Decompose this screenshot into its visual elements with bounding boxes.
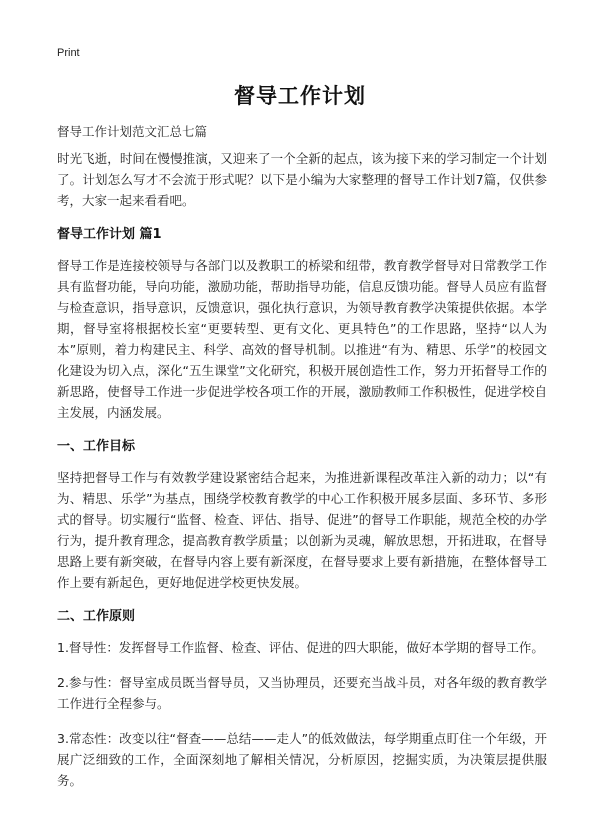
document-title: 督导工作计划 [234, 84, 366, 108]
goal-paragraph: 坚持把督导工作与有效教学建设紧密结合起来，为推进新课程改革注入新的动力；以“有为、精思、乐学”为基点，围绕学校教育教学的中心工作积极开展多层面、多环节、多形式的督导。切实履行“监督、检查、评估、指导、促进”的督导工作职能，规范全校的办学行为，提升教育理念，提高教育教学质量；以创新为灵魂，解放思想，开拓进取，在督导思路上要有新突破，在督导内容上要有新深度，在督导要求上要有新措施，在整体督导工作上要有新起色，更好地促进学校更快发展。 [57, 470, 547, 590]
principle-item: 2.参与性：督导室成员既当督导员，又当协理员，还要充当战斗员，对各年级的教育教学工作进行全程参与。 [57, 675, 547, 711]
document-subtitle: 督导工作计划范文汇总七篇 [57, 124, 208, 139]
section1-paragraph: 督导工作是连接校领导与各部门以及教职工的桥梁和纽带，教育教学督导对日常教学工作具有监督功能，导向功能，激励功能，帮助指导功能，信息反馈功能。督导人员应有监督与检查意识，指导意识，反馈意识，强化执行意识，为领导教育教学决策提供依据。本学期，督导室将根据校长室“更要转型、更有文化、更具特色”的工作思路，坚持“以人为本”原则，着力构建民主、科学、高效的督导机制。以推进“有为、精思、乐学”的校园文化建设为切入点，深化“五生课堂”文化研究，积极开展创造性工作，努力开拓督导工作的新思路，使督导工作进一步促进学校各项工作的开展，激励教师工作积极性，促进学校自主发展，内涵发展。 [57, 258, 547, 420]
document-body [57, 148, 547, 805]
principle-heading: 二、工作原则 [57, 609, 136, 624]
intro-paragraph: 时光飞逝，时间在慢慢推演，又迎来了一个全新的起点，该为接下来的学习制定一个计划了。计划怎么写才不会流于形式呢？以下是小编为大家整理的督导工作计划7篇，仅供参考，大家一起来看看吧。 [57, 151, 547, 208]
principle-item: 3.常态性：改变以往“督查——总结——走人”的低效做法，每学期重点盯住一个年级，开展广泛细致的工作，全面深刻地了解相关情况，分析原因，挖掘实质，为决策层提供服务。 [57, 731, 547, 788]
principle-item: 1.督导性：发挥督导工作监督、检查、评估、促进的四大职能，做好本学期的督导工作。 [57, 640, 544, 655]
goal-heading: 一、工作目标 [57, 439, 136, 454]
section1-heading: 督导工作计划 篇1 [57, 227, 162, 242]
print-label[interactable]: Print [57, 47, 80, 59]
